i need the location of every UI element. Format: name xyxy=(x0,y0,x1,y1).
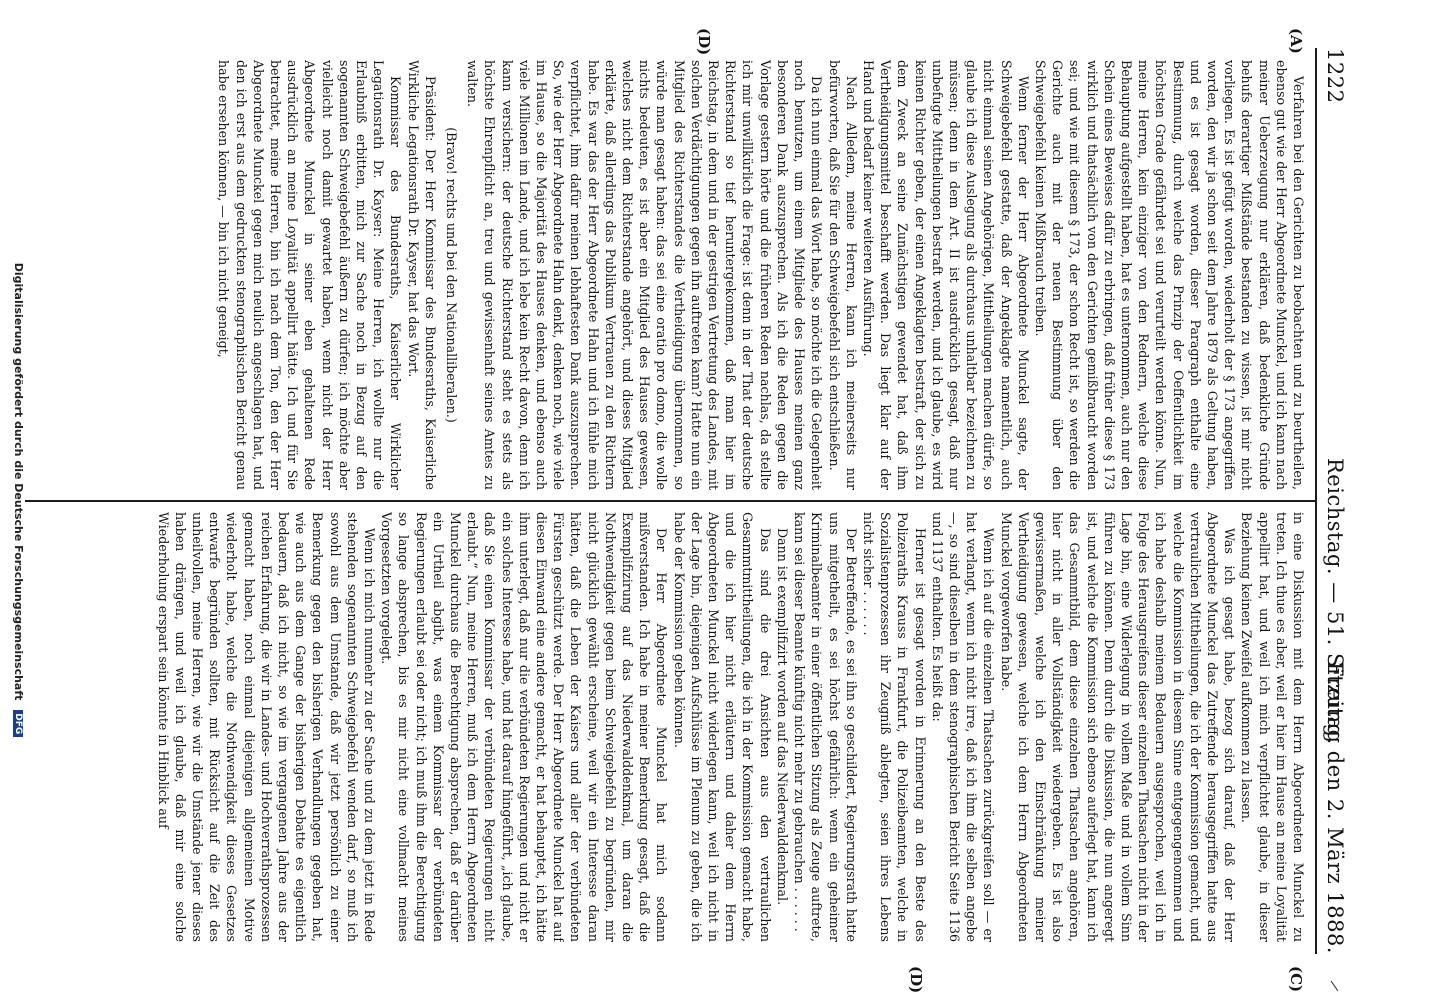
dfg-logo: DFG xyxy=(13,710,23,737)
footer-text: Digitalisierung gefördert durch die Deutsche Forschungsgemeinschaft xyxy=(12,262,25,701)
paragraph: Nach Alledem, meine Herren, kann ich meinerseits nur befürworten, daß Sie für den Schweigebefehl sich entschließen. xyxy=(826,60,859,490)
quote-paragraph: Der Betreffende, es sei ihn so geschildert, Regierungsrath hatte uns mitgetheilt, es sei höchst gefährlich: wenn ein geheimer Kriminalbeamter in einer öffentlichen Sitzung als Zeuge auftrete, kann sei dieser Beamte künftig nicht mehr zu gebrauchen . . . . . . xyxy=(792,512,859,942)
paragraph: Präsident: Der Herr Kommissar des Bundesraths, Kaiserliche Wirkliche Legationsrath Dr. Kayser, hat das Wort. xyxy=(405,60,438,490)
column-divider xyxy=(25,500,1315,502)
header-title: Reichstag. — 51. Sitzung. xyxy=(1323,458,1347,745)
paragraph: Wenn ich auf die einzelnen Thatsachen zurückgreifen soll — er hat verlangt, wenn ich nicht irre, daß ich ihm die selben angebe —, so sind dieselben in dem stenographischen Bericht Seite 1136 und 1137 enthalten. Es heißt da: xyxy=(929,512,997,942)
left-column xyxy=(37,60,1307,490)
quote-paragraph: Herner ist gesagt worden in Erinnerung an den Beste des Polizeiraths Krauss in Frankfurt, die Polizeibeamten, welche in Sozialistenprozessen ihr Zeugniß ablegten, seien ihres Lebens nicht sicher . . . . . . xyxy=(860,512,928,942)
right-column xyxy=(37,512,1307,942)
margin-marker-d-right: (D) xyxy=(907,966,925,994)
paragraph: Was ich gesagt habe, bezog sich darauf, daß der Herr Abgeordnete Munckel das Zutreffende herausgegriffen hatte aus vertraulichen Mittheilungen, die ich der Kommission gemacht, und welche die Kommission in diesem Sinne entgegengenommen und ich habe deshalb meinem Bedauern ausgesprochen, weil ich in Folge des Herausgreifens dieser einzelnen Thatsachen nicht in der Lage bin, eine Widerlegung in vollem Maße und in vollem Sinn führen zu können. Denn durch die Diskussion, die nun angeregt ist, und welche die Kommission sich ebenso auferlegt hat, kann ich das Gesammtbild, dem diese einzelnen Thatsachen angehören, hier nicht in aller Vollständigkeit wiedergeben. Es ist also gewissermaßen, welche ich den Einschränkung meiner Vertheidigung gewesen, welche ich dem Herrn Abgeordneten Munckel vorgeworfen habe. xyxy=(998,512,1238,942)
scan-mark xyxy=(1331,981,1339,991)
stage-direction: (Bravo! rechts und bei den Nationalliberalen.) xyxy=(444,127,460,423)
paragraph: Verfahren bei den Gerichten zu beobachten und zu beurtheilen, ebenso gut wie der Herr Abgeordnete Munckel, und ich kann nach meiner Ueberzeugung nur erklären, daß bedenkliche Gründe behufs derartiger Mißstände bestanden zu wissen, ist mir nicht vorliegen. Es ist gefügt worden, wiederholt der § 173 angegriffen worden, den wir ja schon seit dem Jahre 1879 als Geltung haben, und es ist gesagt worden, dieser Paragraph enthalte eine Bestimmung, durch welche das Prinzip der Oeffentlichkeit im höchsten Grade gefährdet sei und verurteilt werden könne. Nun, meine Herren, kein einziger von den Rednern, welche diese Behauptung aufgestellt haben, hat es unternommen, auch nur den Schein eines Beweises dafür zu erbringen, daß früher diese § 173 wirklich und thatsächlich von den Gerichten gemißbraucht worden sei; und wie mit diesem § 173, der schon Recht ist, so werden die Gerichte auch mit der neuen Bestimmung über den Schweigebefehl keinen Mißbrauch treiben. xyxy=(1032,60,1306,490)
header-rule xyxy=(1315,48,1317,954)
paragraph: Das sind die drei Ansichten aus den vertraulichen Gesammtmittheilungen, die ich in der Kommission gemacht habe, und die ich hier nicht erläutern und daher dem Herrn Abgeordneten Munckel nicht widerlegen kann, weil ich nicht in der Lage bin, diejenigen Aufschlüsse im Plenum zu geben, die ich habe der Kommission geben können. xyxy=(671,512,773,942)
paragraph: Wenn ferner der Herr Abgeordnete Munckel sagte, der Schweigebefehl gestatte, daß der Angeklagte namentlich, auch nicht einmal seinen Angehörigen, Mittheilungen machen dürfe, so glaube ich diese Auslegung als durchaus unhaltbar bezeichnen zu müssen; denn in dem Art. II ist ausdrücklich gesagt, daß nur unbefugte Mittheilungen bestraft werden, und ich glaube, es wird keinen Richter geben, der einen Angeklagten bestraft, der sich zu dem Zweck an seine Zunächstigen gewendet hat, daß ihm Vertheidigungsmittel beschafft werden. Das liegt klar auf der Hand und bedarf keiner weiteren Ausführung. xyxy=(860,60,1031,490)
quote-paragraph: Dann ist exemplifizirt worden auf das Niederwalddenkmal. xyxy=(774,528,790,906)
margin-marker-c: (C) xyxy=(1287,966,1305,993)
margin-marker-d-left: (D) xyxy=(695,28,713,56)
paragraph: Wenn ich mich nunmehr zu der Sache und zu dem jetzt in Rede stehenden sogenannten Schweigebefehl wenden darf, so muß ich sowohl aus dem Umstande, daß wir jetzt persönlich zu einer Bemerkung gegen den bisherigen Verhandlungen gegeben hat, wie auch aus dem Gange der bisherigen Debatte es eigentlich bedauern, daß ich nicht, so wie im vergangenen Jahre aus der reichen Erfahrung, die wir in Landes- und Hochverrathsprozessen gemacht haben, noch einmal diejenigen allgemeinen Motive wiederholt habe, welche die Nothwendigkeit dieses Gesetzes entwarfe begründen sollten, mit Rücksicht auf die Zeit des unheilvollen, meine Herren, wie wir die Umstände jener dieses haben drängen, und weil ich glaube, daß mir eine solche Wiederholung erspart sein könnte in Hinblick auf xyxy=(155,512,378,942)
paragraph: Da ich nun einmal das Wort habe, so möchte ich die Gelegenheit noch benutzen, um einem Mitgliede des Hauses meinen ganz besonderen Dank auszusprechen. Als ich die Reden gegen die Vorlage gestern hörte und die früheren Reden nachlas, da stellte ich mir unwillkürlich die Frage: ist denn in der That der deutsche Richterstand so tief heruntergekommen, daß man hier im Reichstag, in dem und in der gestrigen Vertretung des Landes, mit solchen Verdächtigungen gegen ihn auftreten kann? Hatte nun ein Mitglied des Richterstandes die Vertheidigung übernommen, so würde man gesagt haben: das sei eine oratio pro domo, die wolle nichts bedeuten, es ist aber ein Mitglied des Hauses gewesen, welches nicht dem Richterstande angehört, und dieses Mitglied erklärte, daß allerdings das Publikum Vertrauen zu den Richtern habe. Es war das der Herr Abgeordnete Hahn und ich fühle mich verpflichtet, ihm dafür meinen lebhaftesten Dank auszusprechen. So, wie der Herr Abgeordnete Hahn denkt, denken noch, wie viele im Hause, so die Majorität des Hauses denken, und ebenso auch viele Millionen im Lande, und ich lebe kein Recht davon, denn ich kann versichern: der deutsche Richterstand steht es stets als höchste Ehrenpflicht an, treu und gewissenhaft seines Amtes zu walten. xyxy=(465,60,825,490)
margin-marker-a: (A) xyxy=(1287,28,1305,54)
page-header xyxy=(1317,48,1351,954)
paragraph: in eine Diskussion mit dem Herrn Abgeordneten Munckel zu treten. Ich thue es aber, weil er hier im Hause an meine Loyalität appellirt hat, und weil ich mich verpflichtet glaube, in dieser Beziehung keinen Zweifel aufkommen zu lassen. xyxy=(1239,512,1306,942)
page-number: 1222 xyxy=(1323,48,1347,104)
header-date: Freitag den 2. März 1888. xyxy=(1323,661,1347,954)
paragraph: Der Herr Abgeordnete Munckel hat mich sodann mißverstanden. Ich habe in meiner Bemerkung gesagt, daß die Exemplifizirung auf das Niederwalddenkmal, um daran die Nothwendigkeit gegen beim Schweigebefehl zu begründen, mir nicht glücklich gewählt erscheine, weil wir ein Interesse daran hätten, daß die Leben der Kaisers und aller der verbündeten Fürsten geschützt werde. Der Herr Abgeordnete Munckel hat auf diesen Einwand eine andere gemacht, er hat behauptet, ich hätte ihm unterlegt, daß nur die verbündeten Regierungen und nicht er ein solches Interesse habe, und hat darauf hingeführt, „ich glaube, daß Sie einen Kommissar der verbündeten Regierungen nicht erlaubt.“ Nun, meine Herren, muß ich dem Herrn Abgeordneten Munckel durchaus die Berechtigung absprechen, daß er darüber ein Urtheil abgibt, was einem Kommissar der verbündeten Regierungen erlaubt sei oder nicht; ich muß ihm die Berechtigung so lange absprechen, bis es mir nicht eine vollmacht meines Vorgesetzten vorgelegt. xyxy=(379,512,670,942)
digitization-footer xyxy=(12,0,25,1000)
paragraph: Kommissar des Bundesraths, Kaiserlicher Wirklicher Legationsrath Dr. Kayser: Meine Herren, ich wollte nur die Erlaubniß erbitten, mich zur Sache noch in Bezug auf den sogenannten Schweigebefehl äußern zu dürfen; ich möchte aber vielleicht noch damit gewartet haben, wenn nicht der Herr Abgeordnete Munckel in seiner eben gehaltenen Rede ausdrücklich an meine Loyalität appellirt hätte. Ich und für Sie betrachtet, meine Herren, bin ich nach dem Ton, den der Herr Abgeordnete Munckel gegen mich neulich angeschlagen hat, und den ich erst aus dem gedruckten stenographischen Bericht genau habe ersehen können, — bin ich nicht geneigt, xyxy=(216,60,404,490)
